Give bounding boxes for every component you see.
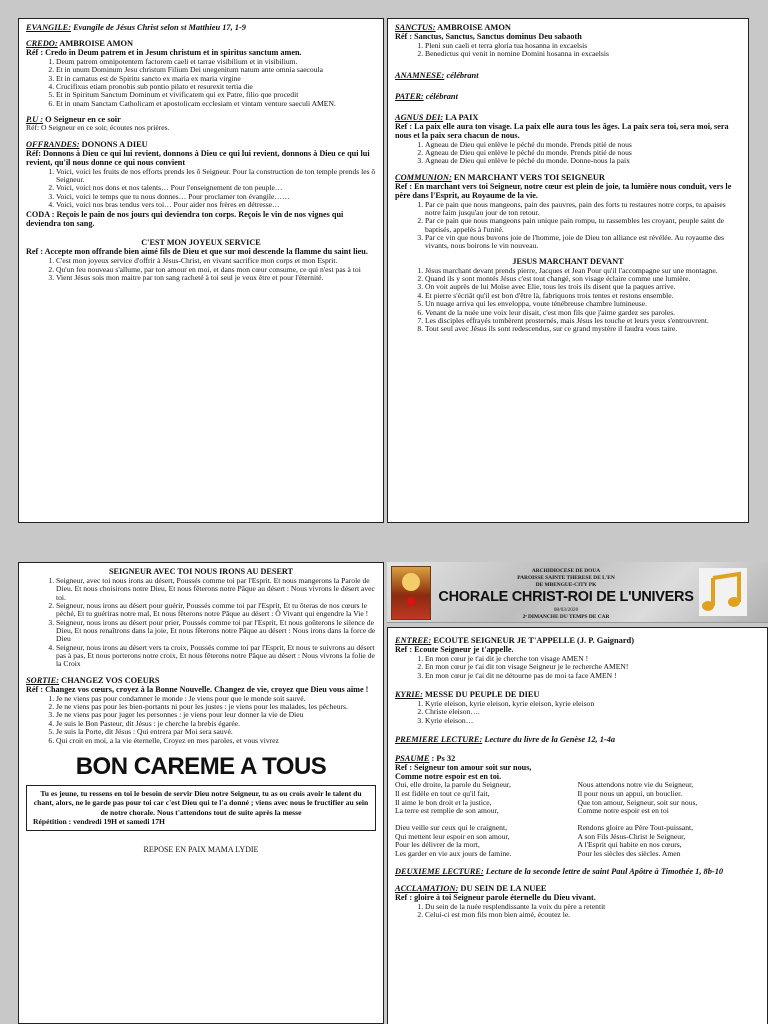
kyrie-heading: KYRIE: MESSE DU PEUPLE DE DIEU: [395, 690, 540, 700]
list-item: 4. Crucifixus etiam pronobis sub pontio pilato et resurexit tertia die: [56, 83, 376, 91]
list-item: 2. En mon cœur je t'ai dit ton visage Seigneur je le recherche AMEN!: [425, 663, 760, 671]
verse-line: Qui mettent leur espoir en son amour,: [395, 831, 510, 841]
list-item: 1. Par ce pain que nous mangeons, pain des pauvres, pain des forts tu restaures notre corps, tu apaises notre faim jusqu'au jour de ton retour.: [425, 201, 741, 218]
archdiocese-line: ARCHIDIOCESE DE DOUA: [531, 568, 601, 574]
list-item: 2. Agneau de Dieu qui enlève le péché du monde. Prends pitié de nous: [425, 149, 741, 157]
invitation-box: [26, 785, 376, 831]
verse-line: A son Fils Jésus-Christ le Seigneur,: [577, 831, 686, 841]
communion-heading: COMMUNION: EN MARCHANT VERS TOI SEIGNEUR: [395, 172, 605, 182]
kyrie-verses: [395, 700, 760, 725]
pu-heading: P.U : O Seigneur en ce soir: [26, 115, 121, 125]
pater-heading: PATER: célébrant: [395, 91, 458, 101]
entree-verses: [395, 655, 760, 680]
verse-line: Il pour nous un appui, un bouclier.: [577, 788, 683, 798]
verse-line: Il est fidèle en tout ce qu'il fait,: [395, 788, 490, 798]
verse-line: Dieu veille sur ceux qui le craignent,: [395, 822, 507, 832]
credo-refrain: Réf : Credo in Deum patrem et in Jesum christum et in spiritus sanctum amen.: [26, 48, 302, 57]
list-item: 4. Voici, voici nos bras tendus vers toi… Pour aider nos frères en détresse…: [56, 201, 376, 209]
city-line: DE MBENGUE-CITY PK: [535, 582, 597, 588]
offrandes-verses: [26, 168, 376, 210]
list-item: 3. Kyrie eleison…: [425, 717, 760, 725]
list-item: 3. Je ne viens pas pour juger les personnes : je viens pour leur donner la vie de Dieu: [56, 711, 376, 719]
sortie-refrain: Réf : Changez vos cœurs, croyez à la Bonne Nouvelle. Changez de vie, croyez que Dieu vous aime !: [26, 684, 369, 694]
sanctus-refrain: Réf : Sanctus, Sanctus, Sanctus dominus Deu sabaoth: [395, 32, 582, 41]
acclamation-verses: [395, 903, 760, 920]
list-item: 6. Qui croit en moi, a la vie éternelle, Croyez en mes paroles, et vous vivrez: [56, 737, 376, 745]
repetition-text: Répétition : vendredi 19H et samedi 17H: [33, 817, 165, 827]
list-item: 2. Seigneur, nous irons au désert pour guérir, Poussés comme toi par l'Esprit, Et tu ôteras de nos cœurs le péché, Et tu guériras notre mal, Et nous fêterons notre Pâque au désert : Ô Vivant qui engendre la Vie !: [56, 602, 376, 619]
list-item: 3. Et in carnatus est de Spiritu sancto ex maria ex maria virgine: [56, 75, 376, 83]
list-item: 3. Voici, voici le temps que tu nous donnes… Pour proclamer ton évangile……: [56, 193, 376, 201]
communion-verses: [395, 201, 741, 251]
list-item: 2. Et in unum Dominum Jesu christum Filium Dei unegenitum natum ante omnia saecoula: [56, 66, 376, 74]
psaume-heading: PSAUME : Ps 32: [395, 754, 456, 764]
sortie-verses: [26, 695, 376, 745]
psaume-col-left: [395, 824, 578, 859]
list-item: 7. Les disciples effrayés tombèrent prosternés, mais Jésus les touche et leurs yeux s'entrouvrent.: [425, 317, 741, 325]
list-item: 3. Vient Jésus sois mon maitre par ton sang racheté à toi seul je veux être et pour l'éternité.: [56, 274, 376, 282]
entree-refrain: Ref : Ecoute Seigneur je t'appelle.: [395, 645, 514, 654]
joyeux-refrain: Ref : Accepte mon offrande bien aimé fils de Dieu et que sur moi descende la flamme du saint lieu.: [26, 247, 368, 257]
psaume-stanzas-1: [395, 781, 760, 816]
agnus-verses: [395, 141, 741, 166]
list-item: 5. Un nuage arriva qui les enveloppa, voute ténébreuse chambre lumineuse.: [425, 300, 741, 308]
list-item: 2. Voici, voici nos dons et nos talents… Pour l'enseignement de ton peuple…: [56, 184, 376, 192]
credo-heading: CREDO: AMBROISE AMON: [26, 39, 134, 48]
anamnese-heading: ANAMNESE: célébrant: [395, 70, 479, 80]
list-item: 8. Tout seul avec Jésus ils sont redescendus, sur ce grand mystère il faudra vous taire.: [425, 325, 741, 333]
desert-verses: [26, 577, 376, 669]
premiere-lecture-heading: PREMIERE LECTURE: Lecture du livre de la Genèse 12, 1-4a: [395, 735, 616, 745]
psaume-col-right: [578, 824, 761, 859]
list-item: 2. Par ce pain que nous mangeons pain unique pain rompu, tu rassembles les croyant, peuple saint de baptisés, appelés à l'unité.: [425, 217, 741, 234]
page-panel-left-top: [18, 18, 384, 523]
list-item: 3. On voit auprès de lui Moïse avec Elie, tous les trois ils disent que la paques arrive.: [425, 283, 741, 291]
list-item: 2. Celui-ci est mon fils mon bien aimé, écoutez le.: [425, 911, 760, 919]
list-item: 4. Je suis le Bon Pasteur, dit Jésus : je cherche la brebis égarée.: [56, 720, 376, 728]
psaume-col-right: [578, 781, 761, 816]
bon-careme-banner: BON CAREME A TOUS: [75, 752, 327, 780]
list-item: 2. Benedictus qui venit in nomine Domini hosanna in excaelsis: [425, 50, 741, 58]
list-item: 4. Et pierre s'écriât qu'il est bon d'être là, fabriquons trois tentes et restons ensemble.: [425, 292, 741, 300]
verse-line: Il aime le bon droit et la justice,: [395, 797, 492, 807]
page-panel-left-bottom: [18, 562, 384, 1024]
list-item: 1. En mon cœur je t'ai dit je cherche ton visage AMEN !: [425, 655, 760, 663]
list-item: 1. Pleni sun caeli et terra gloria tua hosanna in excaelsis: [425, 42, 741, 50]
verse-line: Rendons gloire au Père Tout-puissant,: [577, 822, 694, 832]
jesus-verses: [395, 267, 741, 334]
invitation-text: Tu es jeune, tu ressens en toi le besoin de servir Dieu notre Seigneur, tu as ou crois avoir le talent du chant, alors, ne le garde pas pour toi car c'est Dieu qui te l'a donné ; viens avec nous le fructifier au sein de notre chorale. Nous t'attendons tout de suite après la messe: [33, 788, 369, 817]
verse-line: Les garder en vie aux jours de famine.: [395, 849, 512, 859]
program-panel: [387, 627, 768, 1024]
communion-refrain: Ref : En marchant vers toi Seigneur, notre cœur est plein de joie, ta lumière nous conduit, vers le père dans l'Esprit, au Royaume de la vie.: [395, 181, 732, 200]
deuxieme-lecture-heading: DEUXIEME LECTURE: Lecture de la seconde lettre de saint Paul Apôtre à Timothée 1, 8b-10: [395, 866, 724, 876]
psaume-refrain-1: Ref : Seigneur ton amour soit sur nous,: [395, 763, 532, 773]
list-item: 1. Agneau de Dieu qui enlève le péché du monde. Prends pitié de nous: [425, 141, 741, 149]
list-item: 3. Par ce vin que nous buvons joie de l'homme, joie de Dieu ton alliance est révélée. Au royaume des vivants, nous boirons le vin nouveau.: [425, 234, 741, 251]
sunday-line: 2ᵉ DIMANCHE DU TEMPS DE CAR: [522, 614, 610, 620]
psaume-refrain-2: Comme notre espoir est en toi.: [395, 772, 502, 782]
list-item: 1. Du sein de la nuée resplendissante la voix du père a retentit: [425, 903, 760, 911]
list-item: 2. Je ne viens pas pour les bien-portants ni pour les justes : je viens pour les malades, les pécheurs.: [56, 703, 376, 711]
list-item: 3. Agneau de Dieu qui enlève le péché du monde. Donne-nous la paix: [425, 157, 741, 165]
page-panel-right-top: [387, 18, 749, 523]
offrandes-refrain: Réf: Donnons à Dieu ce qui lui revient, donnons à Dieu ce qui lui revient, donnons à Dieu ce qui lui revient, qu'il nous donne ce qui nous convient: [26, 148, 370, 167]
christ-king-icon: [391, 566, 431, 620]
agnus-refrain: Ref : La paix elle aura ton visage. La paix elle aura tous les âges. La paix sera toi, sera moi, sera nous et la paix sera chacun de nous.: [395, 121, 729, 140]
verse-line: Nous attendons notre vie du Seigneur,: [577, 780, 694, 790]
list-item: 1. C'est mon joyeux service d'offrir à Jésus-Christ, en vivant sacrifice mon corps et mon Esprit.: [56, 257, 376, 265]
music-note-icon: [699, 568, 747, 616]
verse-line: A l'Esprit qui habite en nos cœurs,: [577, 840, 682, 850]
verse-line: Pour les délivrer de la mort,: [395, 840, 480, 850]
verse-line: Que ton amour, Seigneur, soit sur nous,: [577, 797, 698, 807]
entree-heading: ENTREE: ECOUTE SEIGNEUR JE T'APPELLE (J. P. Gaignard): [395, 636, 634, 645]
list-item: 3. Seigneur, nous irons au désert pour prier, Poussés comme toi par l'Esprit, Et nous goûterons le silence de Dieu, Et nous renaîtrons dans la joie, Et nous fêterons notre Pâque au désert : Nous irons dans la force de Dieu: [56, 619, 376, 644]
joyeux-title: C'EST MON JOYEUX SERVICE: [141, 238, 261, 248]
parish-line: PAROISSE SAINTE THERESE DE L'EN: [517, 575, 615, 581]
agnus-heading: AGNUS DEI: LA PAIX: [395, 112, 479, 122]
psaume-col-left: [395, 781, 578, 816]
page-panel-right-bottom: [387, 562, 768, 1024]
acclamation-refrain: Ref : gloire à toi Seigneur parole éternelle du Dieu vivant.: [395, 892, 596, 902]
evangile-heading: EVANGILE: Evangile de Jésus Christ selon st Matthieu 17, 1-9: [26, 23, 246, 32]
credo-verses: [26, 58, 376, 108]
list-item: 1. Deum patrem omnipotentem factorem caeli et tarrae visibilium et in visibilium.: [56, 58, 376, 66]
psaume-stanzas-2: [395, 824, 760, 859]
list-item: 1. Jésus marchant devant prends pierre, Jacques et Jean Pour qu'il l'accompagne sur une montagne.: [425, 267, 741, 275]
sortie-heading: SORTIE: CHANGEZ VOS COEURS: [26, 675, 160, 685]
pu-refrain: Réf: O Seigneur en ce soir, écoutes nos prières.: [26, 123, 170, 133]
list-item: 2. Quand ils y sont montés Jésus c'est tout changé, son visage éclaire comme une lumière.: [425, 275, 741, 283]
verse-line: Oui, elle droite, la parole du Seigneur,: [395, 780, 511, 790]
offrandes-coda: CODA : Reçois le pain de nos jours qui deviendra ton corps. Reçois le vin de nos vignes qui deviendra ton sang.: [26, 210, 344, 229]
desert-title: SEIGNEUR AVEC TOI NOUS IRONS AU DESERT: [109, 567, 293, 576]
sanctus-heading: SANCTUS: AMBROISE AMON: [395, 23, 511, 32]
list-item: 6. Venant de la nuée une voix leur disait, c'est mon fils que j'aime gardez ses paroles.: [425, 309, 741, 317]
verse-line: La terre est remplie de son amour,: [395, 806, 499, 816]
list-item: 5. Je suis la Porte, dit Jésus : Qui entrera par Moi sera sauvé.: [56, 728, 376, 736]
list-item: 4. Seigneur, nous irons au désert vers ta croix, Poussés comme toi par l'Esprit, Et nous te suivrons au désert pas à pas, Et nous porterons notre croix, Et nous fêterons notre Pâque au désert : Nous vivrons la folie de la Croix: [56, 644, 376, 669]
verse-line: Pour les siècles des siècles. Amen: [577, 849, 681, 859]
list-item: 1. Kyrie eleison, kyrie eleison, kyrie eleison, kyrie eleison: [425, 700, 760, 708]
acclamation-heading: ACCLAMATION: DU SEIN DE LA NUEE: [395, 883, 547, 893]
chorale-banner: [387, 562, 768, 623]
list-item: 5. Et in Spiritum Sanctum Dominum et vivificatem qui ex Patre, filio que procedit: [56, 91, 376, 99]
list-item: 2. Qu'un feu nouveau s'allume, par ton amour en moi, et dans mon cœur consume, ce qui n'est pas à toi: [56, 266, 376, 274]
offrandes-heading: OFFRANDES: DONONS A DIEU: [26, 139, 148, 149]
list-item: 3. En mon cœur je t'ai dit ne détourne pas de moi ta face AMEN !: [425, 672, 760, 680]
list-item: 2. Christe eleison….: [425, 708, 760, 716]
list-item: 1. Voici, voici les fruits de nos efforts prends les ô Seigneur. Pour la construction de ton temple prends les ô Seigneur.: [56, 168, 376, 185]
date-line: 08/03/2020: [553, 607, 579, 613]
verse-line: Comme notre espoir est en toi: [577, 806, 669, 816]
jesus-title: JESUS MARCHANT DEVANT: [512, 256, 624, 266]
list-item: 1. Seigneur, avec toi nous irons au désert, Poussés comme toi par l'Esprit. Et nous mangerons la Parole de Dieu. Et nous choisirons notre Dieu, Et nous fêterons notre Pâque au désert : Nous vivrons le désert avec toi.: [56, 577, 376, 602]
joyeux-verses: [26, 257, 376, 282]
list-item: 1. Je ne viens pas pour condamner le monde : Je viens pour que le monde soit sauvé.: [56, 695, 376, 703]
repose-text: REPOSE EN PAIX MAMA LYDIE: [143, 844, 259, 854]
list-item: 6. Et in unam Sanctam Catholicam et apostolicam ecclesiam et vintam venture saeculi AMEN.: [56, 100, 376, 108]
sanctus-verses: [395, 42, 741, 59]
chorale-title: CHORALE CHRIST-ROI DE L'UNIVERS: [438, 589, 694, 605]
